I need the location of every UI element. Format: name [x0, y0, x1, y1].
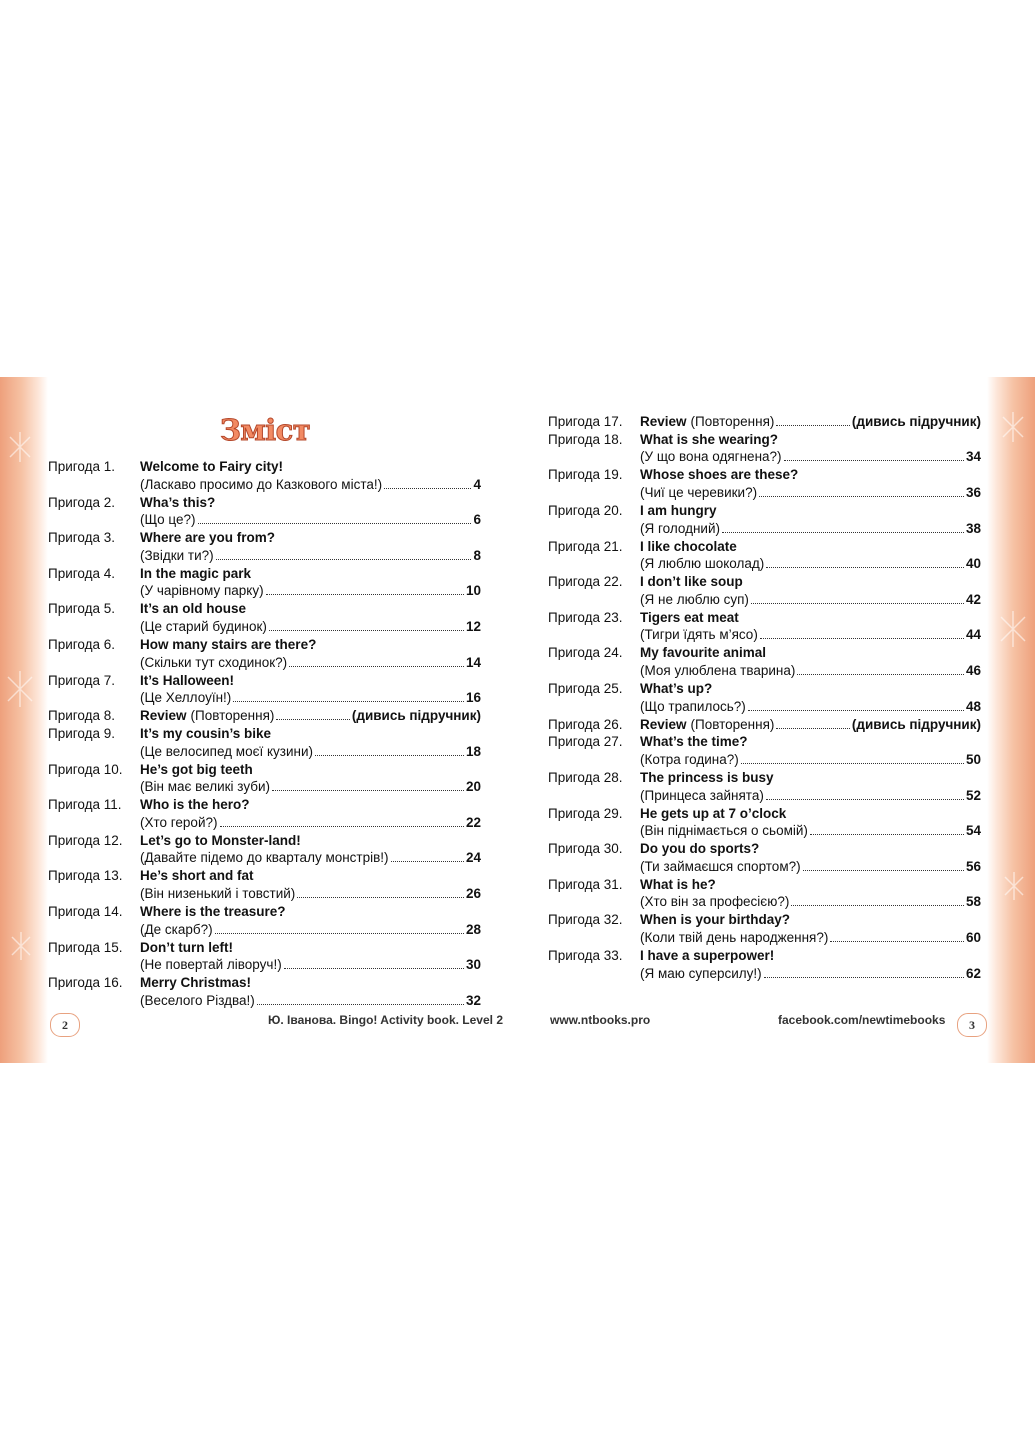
entry-ukrainian-title: (Він має великі зуби): [140, 779, 270, 795]
entry-review-label: Review: [140, 708, 187, 724]
entry-page: 26: [465, 885, 481, 901]
entry-ukrainian-title: (Ласкаво просимо до Казкового міста!): [140, 476, 383, 492]
entry-ukrainian-line: [140, 547, 481, 565]
entry-review-line: [140, 707, 481, 725]
entry-english-title: In the magic park: [140, 565, 252, 581]
entry-ukrainian-title: (Моя улюблена тварина): [640, 662, 796, 678]
entry-ukrainian-line: [640, 929, 981, 947]
dot-leader: [384, 488, 471, 489]
entry-ukrainian-title: (Що трапилось?): [640, 698, 746, 714]
entry-ukrainian-title: (Повторення): [690, 414, 775, 429]
entry-ukrainian-line: [640, 448, 981, 466]
dot-leader: [272, 790, 464, 791]
entry-page: 6: [473, 512, 481, 528]
dot-leader: [751, 603, 964, 604]
entry-number: Пригода 6.: [48, 637, 115, 652]
entry-page: 58: [965, 894, 981, 910]
entry-number: Пригода 2.: [48, 494, 115, 510]
entry-ukrainian-line: [640, 822, 981, 840]
dot-leader: [803, 870, 964, 871]
page-number-left: 2: [50, 1013, 80, 1037]
entry-english-title: I have a superpower!: [640, 948, 775, 963]
entry-page: (дивись підручник): [851, 414, 981, 429]
entry-english-title: Where is the treasure?: [140, 904, 286, 919]
dot-leader: [315, 755, 464, 756]
entry-ukrainian-title: (Він низенький і товстий): [140, 885, 296, 901]
entry-english-title: He’s short and fat: [140, 868, 254, 884]
entry-ukrainian-line: [140, 885, 481, 903]
entry-ukrainian-line: [140, 992, 481, 1010]
entry-ukrainian-title: (Тигри їдять м’ясо): [640, 627, 758, 643]
entry-ukrainian-line: [640, 751, 981, 769]
entry-page: 56: [965, 858, 981, 874]
entry-review-label: Review: [640, 414, 687, 429]
entry-number: Пригода 31.: [548, 876, 623, 892]
entry-number: Пригода 1.: [48, 459, 115, 474]
dot-leader: [391, 861, 464, 862]
entry-ukrainian-title: (Це велосипед моєї кузини): [140, 743, 314, 759]
entry-number: Пригода 7.: [48, 672, 115, 688]
entry-ukrainian-line: [640, 591, 981, 609]
entry-page: 14: [465, 654, 481, 670]
entry-review-label: Review: [640, 716, 687, 732]
entry-ukrainian-line: [140, 582, 481, 600]
entry-number: Пригода 32.: [548, 912, 623, 928]
entry-english-title: Let’s go to Monster-land!: [140, 832, 301, 848]
dot-leader: [266, 594, 464, 595]
entry-english-title: Merry Christmas!: [140, 975, 252, 991]
entry-ukrainian-title: (Хто він за професією?): [640, 894, 790, 910]
dot-leader: [766, 567, 964, 568]
entry-page: 34: [965, 449, 981, 465]
dot-leader: [741, 763, 964, 764]
dot-leader: [216, 559, 472, 560]
entry-ukrainian-title: (Скільки тут сходинок?): [140, 654, 288, 670]
entry-english-title: What is she wearing?: [640, 431, 779, 447]
entry-number: Пригода 19.: [548, 467, 623, 483]
entry-page: 50: [965, 751, 981, 767]
snowflake-decoration-icon: [0, 377, 48, 1063]
dot-leader: [220, 826, 464, 827]
entry-english-title: It’s my cousin’s bike: [140, 726, 272, 741]
entry-number: Пригода 17.: [548, 414, 623, 429]
entry-ukrainian-title: (Звідки ти?): [140, 547, 214, 563]
entry-number: Пригода 11.: [48, 797, 122, 813]
entry-english-title: The princess is busy: [640, 770, 774, 785]
entry-ukrainian-title: (Я люблю шоколад): [640, 556, 765, 572]
dot-leader: [760, 638, 964, 639]
entry-number: Пригода 25.: [548, 681, 623, 696]
entry-number: Пригода 24.: [548, 645, 623, 661]
entry-english-title: When is your birthday?: [640, 912, 791, 928]
dot-leader: [830, 941, 964, 942]
entry-ukrainian-title: (Котра година?): [640, 751, 739, 767]
snowflake-decoration-icon: [987, 377, 1035, 1063]
entry-ukrainian-line: [140, 511, 481, 529]
entry-page: 48: [965, 698, 981, 714]
entry-page: 4: [473, 476, 481, 492]
entry-english-title: What’s up?: [640, 681, 713, 696]
dot-leader: [791, 905, 964, 906]
entry-review-line: [640, 413, 981, 431]
dot-leader: [748, 710, 964, 711]
entry-ukrainian-line: [140, 921, 481, 939]
dot-leader: [269, 630, 464, 631]
entry-english-title: I don’t like soup: [640, 574, 743, 590]
entry-ukrainian-title: (Де скарб?): [140, 921, 213, 937]
entry-number: Пригода 26.: [548, 716, 623, 732]
entry-page: 52: [965, 787, 981, 803]
dot-leader: [276, 719, 349, 720]
entry-number: Пригода 29.: [548, 805, 623, 821]
entry-number: Пригода 18.: [548, 431, 623, 447]
entry-number: Пригода 23.: [548, 609, 623, 625]
entry-ukrainian-title: (Коли твій день народження?): [640, 929, 829, 945]
entry-ukrainian-title: (Веселого Різдва!): [140, 992, 255, 1008]
entry-ukrainian-title: (Що це?): [140, 512, 196, 528]
right-decorative-edge: [987, 377, 1035, 1063]
entry-ukrainian-title: (У чарівному парку): [140, 583, 264, 599]
entry-ukrainian-line: [640, 555, 981, 573]
entry-number: Пригода 27.: [548, 734, 623, 750]
entry-page: 36: [965, 484, 981, 500]
entry-number: Пригода 33.: [548, 948, 623, 963]
entry-ukrainian-line: [140, 476, 481, 494]
entry-english-title: I am hungry: [640, 503, 717, 518]
dot-leader: [810, 834, 964, 835]
entry-number: Пригода 15.: [48, 939, 123, 955]
dot-leader: [797, 674, 964, 675]
dot-leader: [233, 701, 464, 702]
entry-page: 44: [965, 627, 981, 643]
dot-leader: [776, 425, 849, 426]
entry-review-line: [640, 716, 981, 734]
page-title: Зміст: [220, 413, 311, 447]
entry-ukrainian-line: [640, 484, 981, 502]
entry-ukrainian-title: (У що вона одягнена?): [640, 449, 782, 465]
entry-ukrainian-line: [640, 787, 981, 805]
entry-english-title: Whose shoes are these?: [640, 467, 799, 483]
entry-ukrainian-line: [140, 618, 481, 636]
dot-leader: [215, 933, 464, 934]
entry-number: Пригода 30.: [548, 841, 623, 857]
entry-ukrainian-title: (Я голодний): [640, 520, 720, 536]
entry-page: 32: [465, 992, 481, 1008]
entry-ukrainian-line: [640, 520, 981, 538]
dot-leader: [284, 968, 464, 969]
entry-ukrainian-title: (Повторення): [190, 708, 275, 724]
dot-leader: [764, 977, 964, 978]
footer-website: www.ntbooks.pro: [550, 1013, 651, 1027]
entry-ukrainian-title: (Не повертай ліворуч!): [140, 957, 282, 973]
entry-page: 30: [465, 957, 481, 973]
entry-ukrainian-title: (Я не люблю суп): [640, 591, 749, 607]
entry-page: 8: [473, 547, 481, 563]
dot-leader: [198, 523, 472, 524]
entry-number: Пригода 28.: [548, 770, 623, 785]
footer-book-title: Ю. Іванова. Bingo! Activity book. Level 2: [268, 1013, 503, 1027]
entry-page: 62: [965, 965, 981, 981]
dot-leader: [776, 728, 849, 729]
entry-page: 40: [965, 556, 981, 572]
entry-page: 38: [965, 520, 981, 536]
entry-english-title: Welcome to Fairy city!: [140, 459, 284, 474]
entry-english-title: It’s an old house: [140, 601, 247, 617]
entry-page: 18: [465, 743, 481, 759]
entry-ukrainian-title: (Це Хеллоуїн!): [140, 690, 232, 706]
entry-ukrainian-line: [140, 778, 481, 796]
entry-number: Пригода 5.: [48, 601, 115, 617]
entry-page: 20: [465, 779, 481, 795]
entry-number: Пригода 8.: [48, 708, 115, 724]
entry-english-title: It’s Halloween!: [140, 672, 235, 688]
dot-leader: [759, 496, 964, 497]
page-number-right: 3: [957, 1013, 987, 1037]
entry-ukrainian-line: [640, 626, 981, 644]
entry-ukrainian-line: [640, 893, 981, 911]
entry-number: Пригода 3.: [48, 530, 115, 546]
entry-ukrainian-title: (Чиї це черевики?): [640, 484, 758, 500]
entry-number: Пригода 9.: [48, 726, 115, 741]
entry-number: Пригода 22.: [548, 574, 623, 590]
entry-english-title: He gets up at 7 o’clock: [640, 805, 787, 821]
entry-english-title: He’s got big teeth: [140, 761, 253, 777]
dot-leader: [289, 666, 464, 667]
entry-english-title: Do you do sports?: [640, 841, 760, 857]
entry-page: 22: [465, 814, 481, 830]
entry-number: Пригода 12.: [48, 832, 123, 848]
left-decorative-edge: [0, 377, 48, 1063]
entry-page: 54: [965, 823, 981, 839]
entry-ukrainian-line: [640, 858, 981, 876]
entry-number: Пригода 4.: [48, 565, 115, 581]
entry-number: Пригода 16.: [48, 975, 123, 991]
dot-leader: [257, 1004, 464, 1005]
entry-ukrainian-title: (Я маю суперсилу!): [640, 965, 762, 981]
entry-english-title: What’s the time?: [640, 734, 748, 750]
entry-english-title: Tigers eat meat: [640, 609, 739, 625]
entry-ukrainian-line: [140, 956, 481, 974]
entry-number: Пригода 10.: [48, 761, 123, 777]
entry-ukrainian-line: [140, 654, 481, 672]
entry-number: Пригода 20.: [548, 503, 623, 518]
entry-ukrainian-line: [640, 662, 981, 680]
entry-page: 10: [465, 583, 481, 599]
entry-page: 28: [465, 921, 481, 937]
entry-page: 42: [965, 591, 981, 607]
entry-ukrainian-title: (Повторення): [690, 716, 775, 732]
entry-english-title: Don’t turn left!: [140, 939, 233, 955]
entry-page: (дивись підручник): [851, 716, 981, 732]
entry-english-title: My favourite animal: [640, 645, 767, 661]
entry-english-title: How many stairs are there?: [140, 637, 317, 652]
dot-leader: [722, 532, 964, 533]
entry-english-title: What is he?: [640, 876, 716, 892]
entry-page: 60: [965, 929, 981, 945]
book-spread: [0, 377, 1035, 1063]
dot-leader: [784, 460, 964, 461]
entry-page: 12: [465, 618, 481, 634]
entry-page: 24: [465, 850, 481, 866]
entry-ukrainian-title: (Він піднімається о сьомій): [640, 823, 808, 839]
entry-english-title: Where are you from?: [140, 530, 276, 546]
entry-ukrainian-title: (Принцеса зайнята): [640, 787, 764, 803]
footer-facebook: facebook.com/newtimebooks: [778, 1013, 946, 1027]
entry-ukrainian-line: [140, 814, 481, 832]
entry-ukrainian-line: [140, 743, 481, 761]
entry-ukrainian-line: [140, 689, 481, 707]
entry-ukrainian-line: [640, 698, 981, 716]
entry-page: 16: [465, 690, 481, 706]
entry-english-title: Wha’s this?: [140, 494, 216, 510]
entry-ukrainian-title: (Хто герой?): [140, 814, 218, 830]
entry-english-title: Who is the hero?: [140, 797, 250, 813]
entry-number: Пригода 21.: [548, 538, 623, 554]
entry-number: Пригода 14.: [48, 904, 123, 919]
dot-leader: [766, 799, 964, 800]
entry-ukrainian-title: (Ти займаєшся спортом?): [640, 858, 801, 874]
entry-page: (дивись підручник): [351, 708, 481, 724]
entry-page: 46: [965, 662, 981, 678]
entry-ukrainian-title: (Це старий будинок): [140, 618, 267, 634]
entry-english-title: I like chocolate: [640, 538, 737, 554]
dot-leader: [297, 897, 464, 898]
entry-number: Пригода 13.: [48, 868, 123, 884]
entry-ukrainian-title: (Давайте підемо до кварталу монстрів!): [140, 850, 389, 866]
entry-ukrainian-line: [140, 849, 481, 867]
entry-ukrainian-line: [640, 965, 981, 983]
